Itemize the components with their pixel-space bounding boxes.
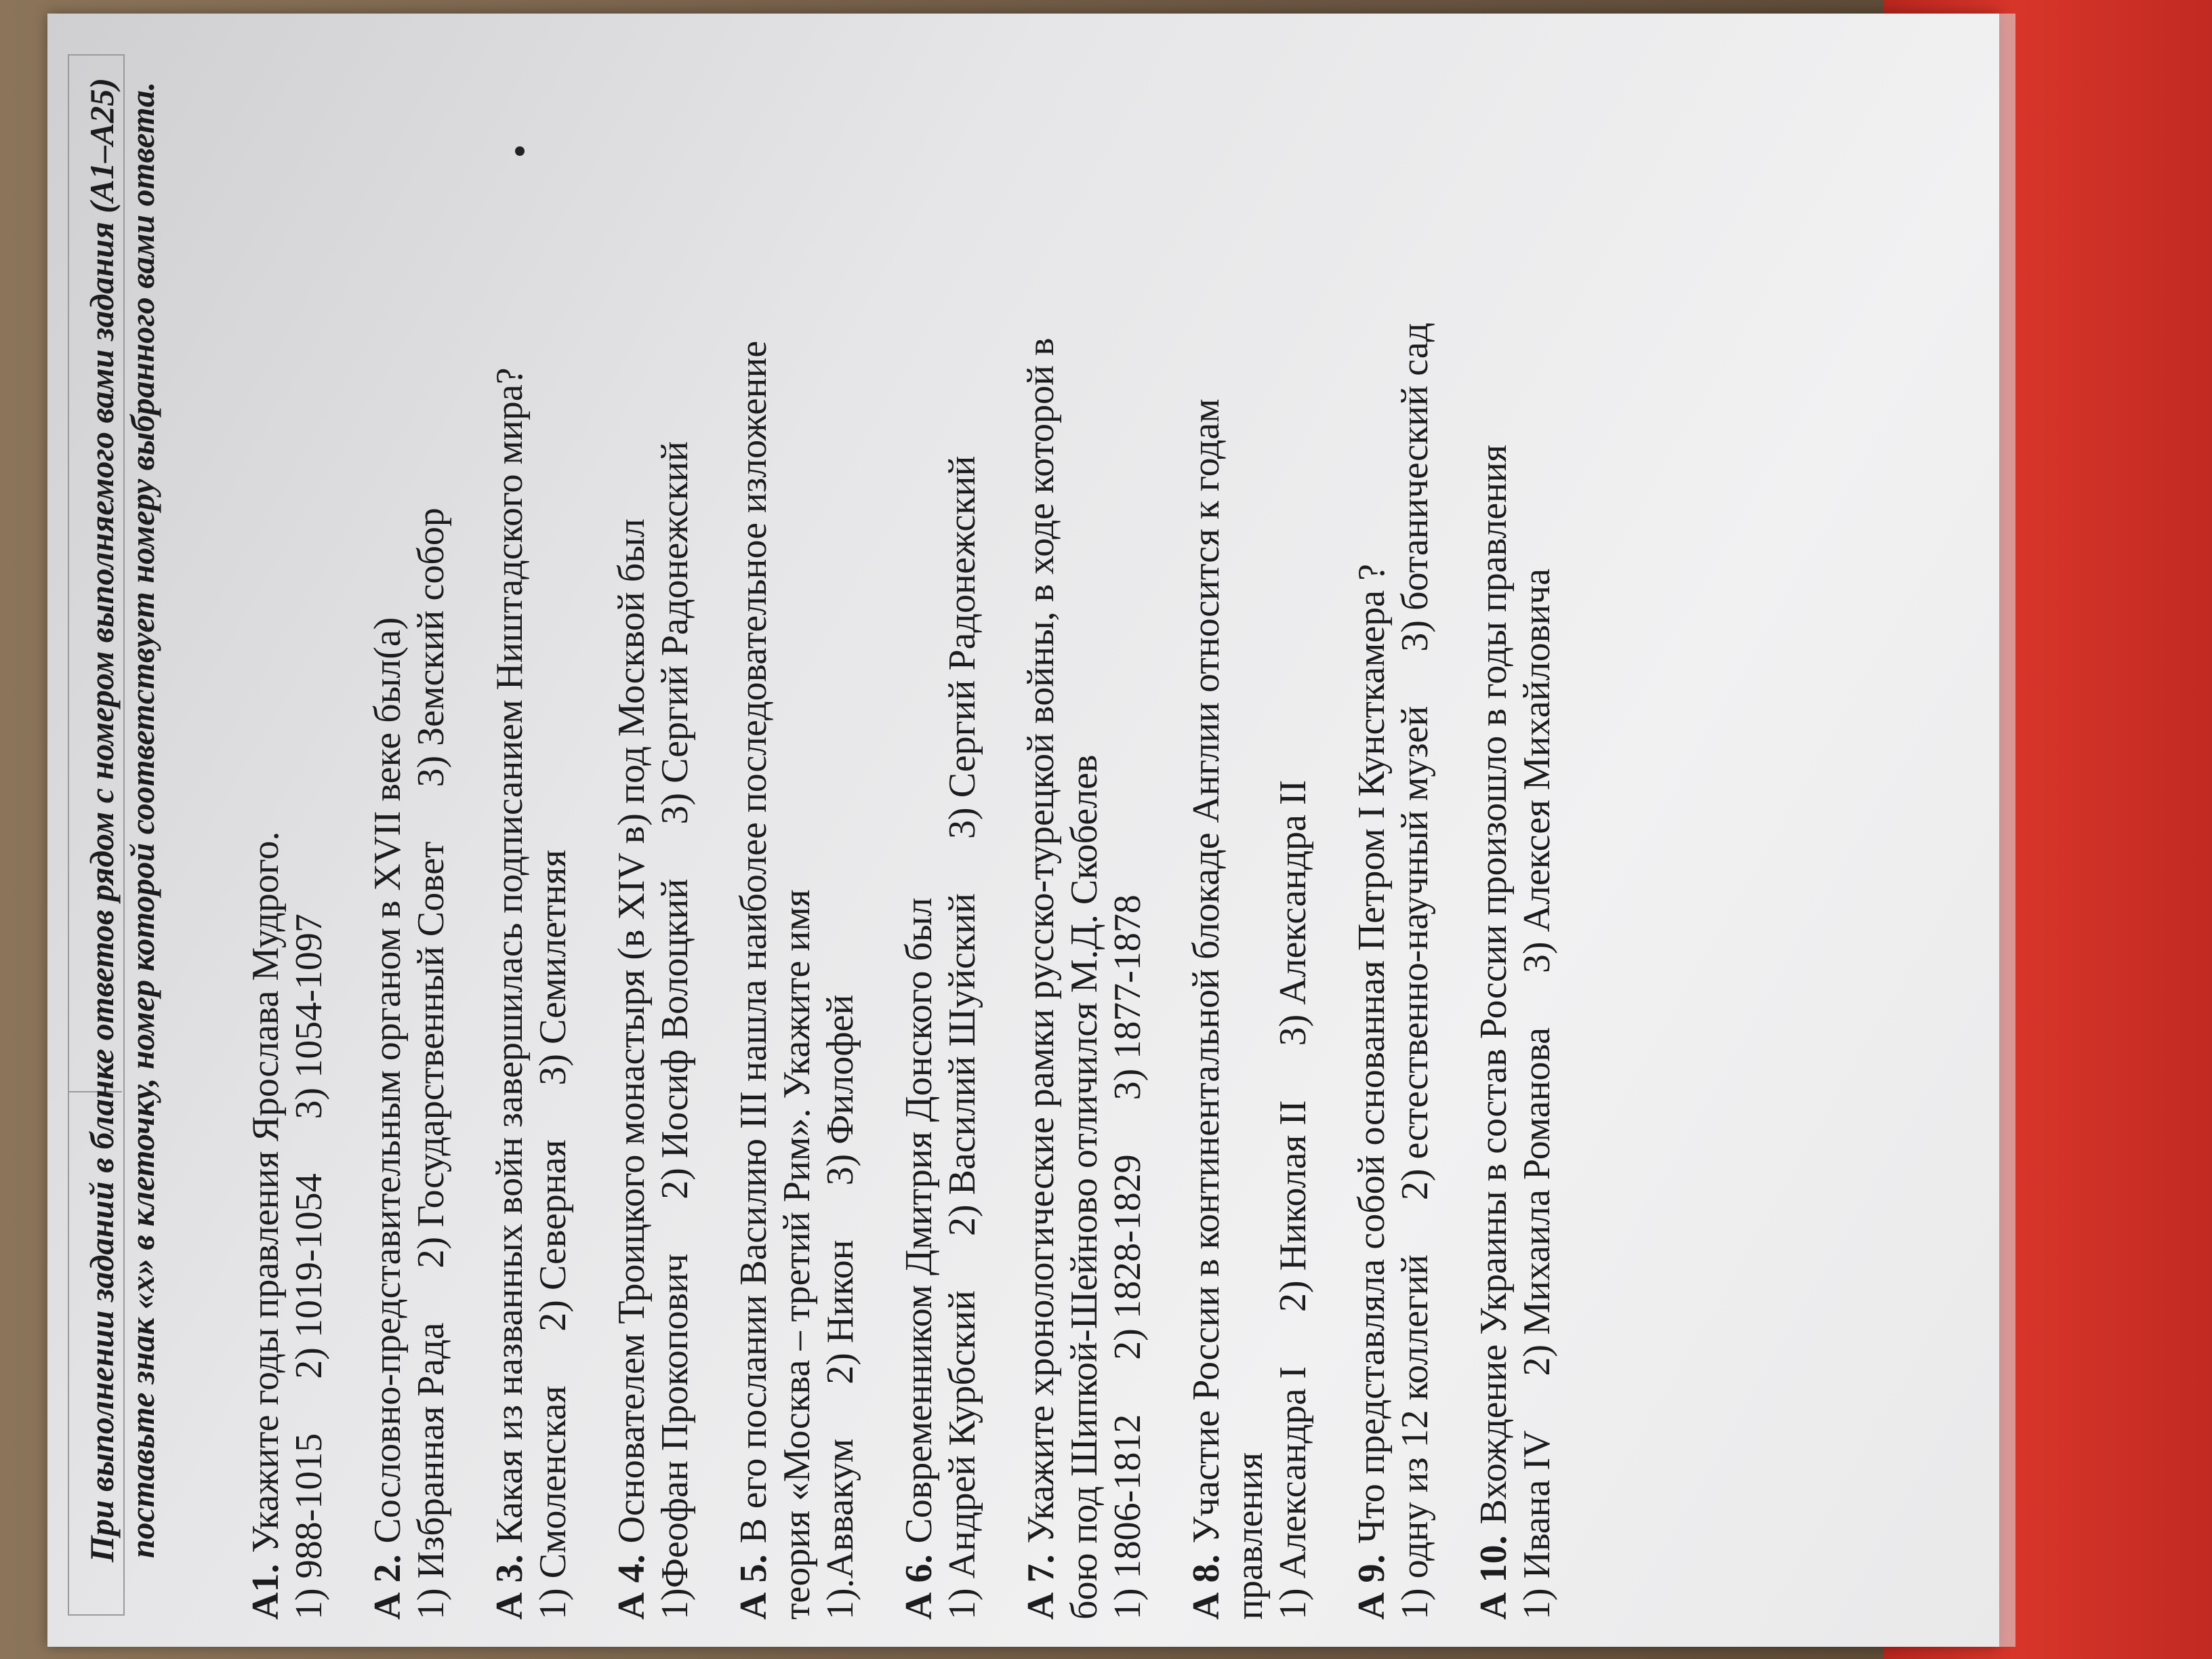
- answer-option: 3) Земский собор: [410, 508, 452, 787]
- question: [610, 20, 697, 1620]
- question-text: [1228, 20, 1271, 1620]
- answer-option: 1) Ивана IV: [1516, 1430, 1558, 1620]
- question-number: А 9.: [1351, 1554, 1393, 1620]
- answer-options: [1393, 20, 1437, 1620]
- answer-option: 3) Алексея Михайловича: [1516, 568, 1558, 974]
- question-number: А 5.: [733, 1554, 775, 1620]
- answer-option: 3) 1054-1097: [288, 914, 330, 1120]
- question-text-line: Вхождение Украины в состав России произошло в годы правления: [1473, 445, 1515, 1525]
- answer-option: 3) Сергий Радонежский: [941, 455, 983, 839]
- answer-option: 1)Феофан Прокопович: [654, 1253, 696, 1620]
- question-number: А 3.: [489, 1554, 531, 1620]
- question-number: А 2.: [367, 1554, 409, 1620]
- answer-option: 2) Государственный Совет: [410, 841, 452, 1269]
- question: [732, 20, 862, 1620]
- answer-options: [409, 20, 453, 1620]
- answer-option: 3) ботанический сад: [1394, 323, 1436, 652]
- question-text: [1350, 20, 1393, 1620]
- answer-option: 2) 1019-1054: [288, 1173, 330, 1379]
- question: [488, 20, 575, 1620]
- question-text: [366, 20, 409, 1620]
- answer-option: 3) Александра II: [1272, 779, 1314, 1046]
- question-text: [897, 20, 941, 1620]
- answer-option: 1) одну из 12 коллегий: [1394, 1254, 1436, 1620]
- instructions: При выполнении заданий в бланке ответов рядом с номером выполняемого вами задания (А1–А25) поставьте знак «х» в клеточку, номер которой соответствует номеру выбранного вами ответа.: [83, 77, 161, 1563]
- question-text: [1472, 20, 1515, 1620]
- answer-option: 1) 1806-1812: [1107, 1414, 1149, 1620]
- question-number: А 4.: [611, 1554, 653, 1620]
- question-text: [610, 20, 653, 1620]
- question-text: [732, 20, 775, 1620]
- answer-option: 2) естественно-научный музей: [1394, 705, 1436, 1201]
- question-text-line: Участие России в континентальной блокаде Англии относится к годам: [1185, 398, 1227, 1544]
- question-text-line: Укажите годы правления Ярослава Мудрого.: [245, 831, 287, 1553]
- question-text-line: правления: [1229, 1452, 1271, 1620]
- sheet-edge: [1999, 14, 2015, 1647]
- question-text-line: В его послании Василию III нашла наиболее последовательное изложение: [733, 340, 775, 1544]
- question-text: [1019, 20, 1063, 1620]
- answer-options: [819, 20, 862, 1620]
- question-list: [244, 20, 1559, 1620]
- question: [1185, 20, 1315, 1620]
- answer-option: 2) Николая II: [1272, 1100, 1314, 1312]
- answer-option: 1) Избранная Рада: [410, 1322, 452, 1620]
- question: [897, 20, 984, 1620]
- answer-option: 1) Александра I: [1272, 1366, 1314, 1620]
- answer-option: 2) Никон: [819, 1240, 861, 1385]
- answer-options: [1271, 20, 1315, 1620]
- question-text: [244, 20, 287, 1620]
- answer-option: 3) 1877-1878: [1107, 895, 1149, 1101]
- question-text-line: Что представляла собой основанная Петром I Кунсткамера ?: [1351, 563, 1393, 1544]
- answer-option: 1) Смоленская: [532, 1385, 574, 1620]
- question-text-line: Укажите хронологические рамки русско-турецкой войны, в ходе которой в: [1020, 337, 1062, 1544]
- question: [1472, 20, 1559, 1620]
- answer-option: 1) 988-1015: [288, 1433, 330, 1620]
- answer-option: 3) Семилетняя: [532, 849, 574, 1086]
- question-text-line: теория «Москва – третий Рим». Укажите имя: [776, 889, 818, 1620]
- question: [244, 20, 331, 1620]
- question-number: А 8.: [1185, 1554, 1227, 1620]
- question: [1350, 20, 1437, 1620]
- test-content: [81, 20, 1721, 1620]
- pen-mark: [515, 146, 525, 156]
- question-text-line: бою под Шипкой-Шейново отличился М.Д. Скобелев: [1063, 754, 1105, 1620]
- question-text: [488, 20, 531, 1620]
- answer-options: [1106, 20, 1149, 1620]
- answer-option: 2) Михаила Романова: [1516, 1027, 1558, 1376]
- answer-option: 2) Иосиф Волоцкий: [654, 878, 696, 1200]
- question-text-line: Сословно-представительным органом в XVII веке был(а): [367, 617, 409, 1544]
- answer-option: 3) Сергий Радонежский: [654, 441, 696, 825]
- answer-option: 2) 1828-1829: [1107, 1154, 1149, 1360]
- answer-options: [531, 20, 575, 1620]
- answer-options: [653, 20, 697, 1620]
- question-text: [1185, 20, 1228, 1620]
- question-text: [775, 20, 819, 1620]
- question-number: А 7.: [1020, 1554, 1062, 1620]
- question-number: А 10.: [1473, 1535, 1515, 1620]
- answer-option: 1).Аввакум: [819, 1438, 861, 1620]
- question-text: [1063, 20, 1106, 1620]
- question: [366, 20, 453, 1620]
- question-number: А 6.: [898, 1554, 940, 1620]
- question-number: А1.: [245, 1563, 287, 1620]
- answer-option: 2) Северная: [532, 1139, 574, 1332]
- answer-option: 1) Андрей Курбский: [941, 1290, 983, 1620]
- question-text-line: Современником Дмитрия Донского был: [898, 897, 940, 1544]
- question-text-line: Какая из названных войн завершилась подписанием Ништадского мира?: [489, 367, 531, 1544]
- answer-options: [287, 20, 331, 1620]
- question-text-line: Основателем Троицкого монастыря (в XIV в) под Москвой был: [611, 518, 653, 1544]
- answer-option: 2) Василий Шуйский: [941, 893, 983, 1236]
- answer-options: [1515, 20, 1559, 1620]
- answer-options: [941, 20, 984, 1620]
- question: [1019, 20, 1149, 1620]
- answer-option: 3) Филофей: [819, 994, 861, 1186]
